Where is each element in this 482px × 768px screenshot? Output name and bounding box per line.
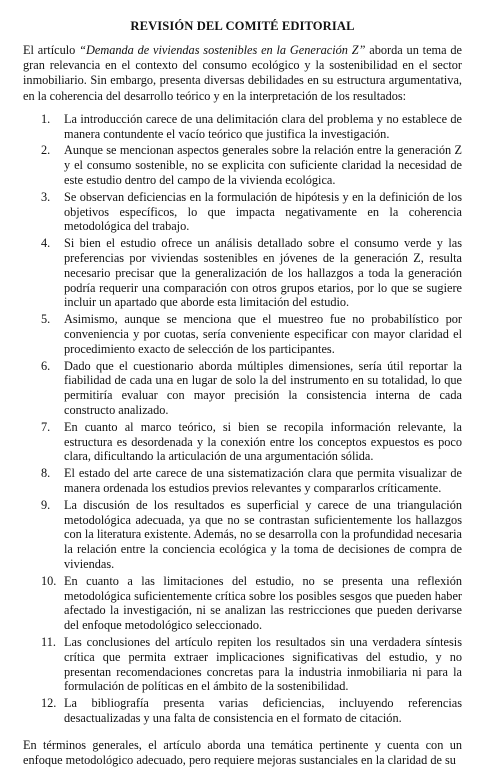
- item-number: 1.: [41, 111, 51, 126]
- item-text: Dado que el cuestionario aborda múltiples dimensiones, sería útil reportar la fiabilidad de cada una en lugar de solo la del instrumento en su totalidad, lo que permitiría evaluar con mayor precisión la consistencia interna de cada constructo analizado.: [64, 358, 462, 417]
- item-number: 2.: [41, 143, 51, 158]
- list-item: [41, 635, 462, 694]
- item-number: 11.: [41, 634, 56, 649]
- item-number: 3.: [41, 189, 51, 204]
- item-number: 12.: [41, 696, 57, 711]
- list-item: [41, 466, 462, 496]
- item-text: La discusión de los resultados es superficial y carece de una triangulación metodológica adecuada, ya que no se contrastan suficientemente los hallazgos con la literatura existente. Además, no se desarrolla con la profundidad necesaria la relación entre la conciencia ecológica y la toma de decisiones de compra de viviendas.: [64, 497, 462, 571]
- item-text: En cuanto al marco teórico, si bien se recopila información relevante, la estructura es desordenada y la conexión entre los conceptos expuestos es poco clara, dificultando la articulación de una argumentación sólida.: [64, 419, 462, 464]
- item-number: 8.: [41, 466, 51, 481]
- intro-rest: aborda un tema de gran relevancia en el contexto del consumo ecológico y la sostenibilidad en el sector inmobiliario. Sin embargo, presenta diversas debilidades en su estructura argumentativa, en la coherencia del desarrollo teórico y en la interpretación de los resultados:: [23, 43, 462, 103]
- item-text: El estado del arte carece de una sistematización clara que permita visualizar de manera ordenada los estudios previos relevantes y compararlos críticamente.: [64, 466, 462, 495]
- intro-paragraph: [23, 43, 462, 104]
- list-item: [41, 696, 462, 726]
- list-item: [41, 359, 462, 418]
- list-item: [41, 112, 462, 142]
- article-title: “Demanda de viviendas sostenibles en la Generación Z”: [79, 43, 366, 57]
- item-text: Aunque se mencionan aspectos generales sobre la relación entre la generación Z y el consumo sostenible, no se explicita con suficiente claridad la necesidad de este estudio dentro del campo de la vivienda ecológica.: [64, 143, 462, 187]
- list-item: [41, 498, 462, 572]
- item-text: Se observan deficiencias en la formulación de hipótesis y en la definición de los objetivos específicos, lo que impacta negativamente en la coherencia metodológica del trabajo.: [64, 189, 462, 234]
- item-text: La introducción carece de una delimitación clara del problema y no establece de manera contundente el vacío teórico que justifica la investigación.: [64, 111, 462, 141]
- list-item: [41, 420, 462, 464]
- item-number: 9.: [41, 497, 51, 512]
- item-number: 7.: [41, 419, 51, 434]
- list-item: [41, 312, 462, 356]
- item-number: 6.: [41, 358, 51, 373]
- list-item: [41, 236, 462, 310]
- list-item: [41, 574, 462, 633]
- list-item: [41, 143, 462, 187]
- item-number: 4.: [41, 236, 51, 251]
- closing-paragraph: En términos generales, el artículo aborda una temática pertinente y cuenta con un enfoque metodológico adecuado, pero requiere mejoras sustanciales en la claridad de su: [23, 737, 462, 767]
- item-number: 5.: [41, 312, 51, 327]
- item-number: 10.: [41, 573, 57, 588]
- item-text: Si bien el estudio ofrece un análisis detallado sobre el consumo verde y las preferencias por viviendas sostenibles en jóvenes de la generación Z, resulta necesario precisar que la generalización de los hallazgos a toda la generación podría requerir una comparación con otros grupos etarios, por lo que se sugiere incluir un apartado que aborde esta limitación del estudio.: [64, 236, 462, 310]
- review-list: [41, 112, 462, 726]
- list-item: [41, 190, 462, 234]
- document-title: REVISIÓN DEL COMITÉ EDITORIAL: [130, 19, 355, 33]
- item-text: La bibliografía presenta varias deficiencias, incluyendo referencias desactualizadas y una falta de consistencia en el formato de citación.: [64, 696, 462, 725]
- item-text: Las conclusiones del artículo repiten los resultados sin una verdadera síntesis crítica que permita extraer implicaciones significativas del estudio, y no presentan recomendaciones concretas para la industria inmobiliaria ni para la formulación de políticas en el ámbito de la sostenibilidad.: [64, 634, 462, 694]
- item-text: Asimismo, aunque se menciona que el muestreo fue no probabilístico por conveniencia y por cuotas, sería conveniente especificar con mayor claridad el procedimiento exacto de selección de los participantes.: [64, 312, 462, 356]
- intro-prefix: El artículo: [23, 43, 80, 57]
- item-text: En cuanto a las limitaciones del estudio, no se presenta una reflexión metodológica suficientemente crítica sobre los posibles sesgos que pueden haber afectado la investigación, ni se analizan las restricciones que pueden derivarse del enfoque metodológico seleccionado.: [64, 573, 462, 633]
